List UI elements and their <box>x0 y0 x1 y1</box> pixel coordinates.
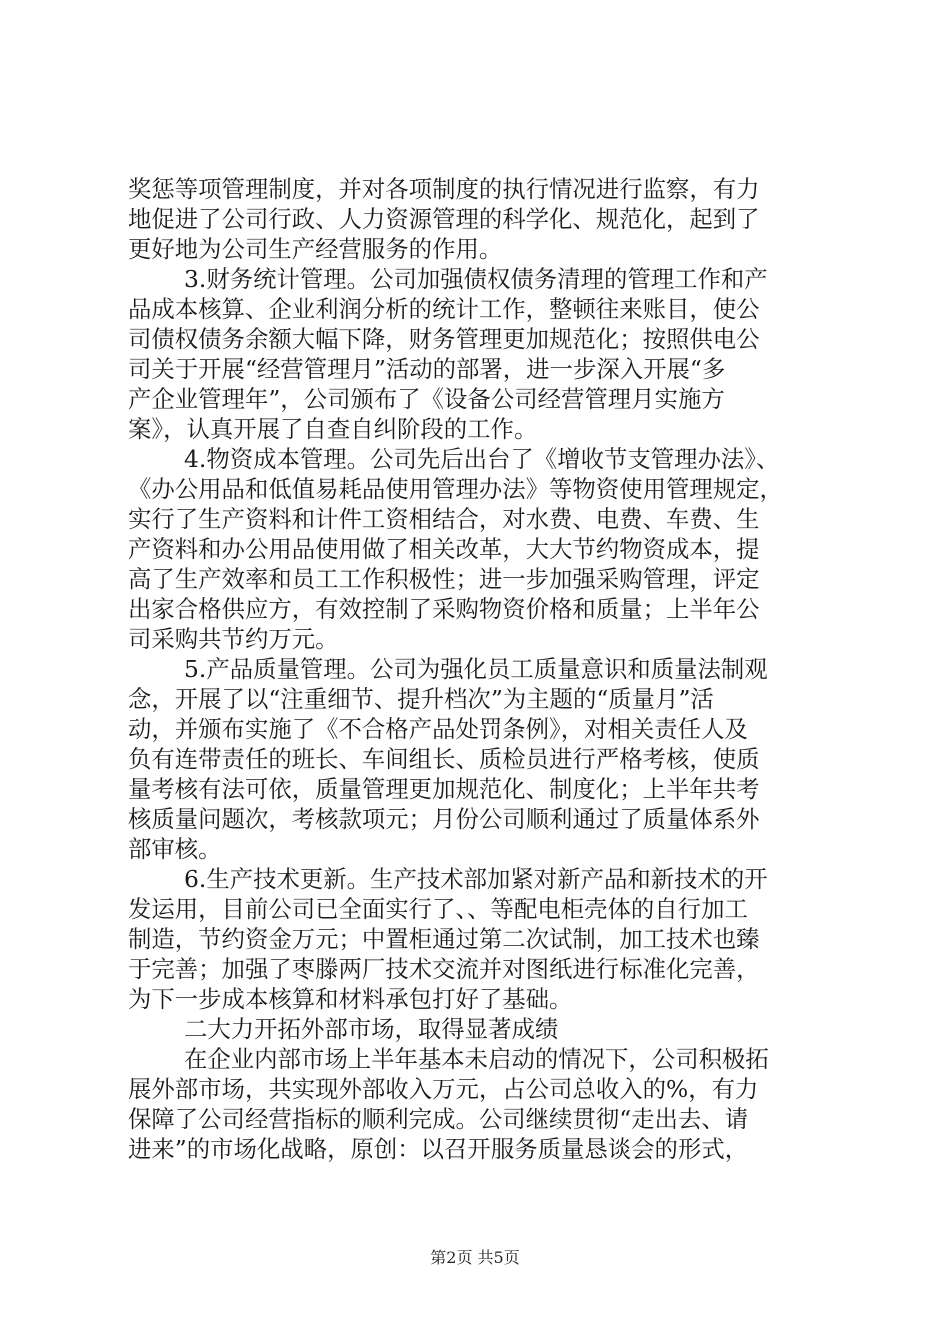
text-line: 制造，节约资金万元；中置柜通过第二次试制，加工技术也臻 <box>128 925 760 953</box>
page-footer: 第2页 共5页 <box>430 1248 520 1267</box>
text-line: 奖惩等项管理制度，并对各项制度的执行情况进行监察，有力 <box>128 175 760 203</box>
text-line: 品成本核算、企业利润分析的统计工作，整顿往来账目，使公 <box>128 295 760 323</box>
text-line: 在企业内部市场上半年基本未启动的情况下，公司积极拓 <box>184 1045 769 1073</box>
text-line: 实行了生产资料和计件工资相结合，对水费、电费、车费、生 <box>128 505 760 533</box>
text-line: 产企业管理年”，公司颁布了《设备公司经营管理月实施方 <box>128 385 725 413</box>
text-line: 4.物资成本管理。公司先后出台了《增收节支管理办法》、 <box>184 445 780 473</box>
text-line: 展外部市场，共实现外部收入万元，占公司总收入的%，有力 <box>128 1075 759 1103</box>
text-line: 念，开展了以“注重细节、提升档次”为主题的“质量月”活 <box>128 685 714 713</box>
text-line: 动，并颁布实施了《不合格产品处罚条例》，对相关责任人及 <box>128 715 748 743</box>
text-line: 量考核有法可依，质量管理更加规范化、制度化；上半年共考 <box>128 775 760 803</box>
text-line: 产资料和办公用品使用做了相关改革，大大节约物资成本，提 <box>128 535 760 563</box>
text-line: 出家合格供应方，有效控制了采购物资价格和质量；上半年公 <box>128 595 760 623</box>
text-line: 司采购共节约万元。 <box>128 625 339 653</box>
text-line: 于完善；加强了枣滕两厂技术交流并对图纸进行标准化完善， <box>128 955 760 983</box>
text-line: 司债权债务余额大幅下降，财务管理更加规范化；按照供电公 <box>128 325 760 353</box>
text-line: 更好地为公司生产经营服务的作用。 <box>128 235 503 263</box>
text-line: 司关于开展“经营管理月”活动的部署，进一步深入开展“多 <box>128 355 726 383</box>
text-line: 5.产品质量管理。公司为强化员工质量意识和质量法制观 <box>184 655 768 683</box>
text-line: 3.财务统计管理。公司加强债权债务清理的管理工作和产 <box>184 265 768 293</box>
text-line: 高了生产效率和员工工作积极性；进一步加强采购管理，评定 <box>128 565 760 593</box>
text-line: 进来”的市场化战略，原创：以召开服务质量恳谈会的形式， <box>128 1135 749 1163</box>
text-line: 二大力开拓外部市场，取得显著成绩 <box>184 1015 559 1043</box>
text-line: 地促进了公司行政、人力资源管理的科学化、规范化，起到了 <box>128 205 760 233</box>
text-line: 《办公用品和低值易耗品使用管理办法》等物资使用管理规定， <box>128 475 783 503</box>
text-line: 发运用，目前公司已全面实行了、、等配电柜壳体的自行加工 <box>128 895 748 923</box>
text-line: 负有连带责任的班长、车间组长、质检员进行严格考核，使质 <box>128 745 760 773</box>
text-line: 保障了公司经营指标的顺利完成。公司继续贯彻“走出去、请 <box>128 1105 749 1133</box>
text-line: 6.生产技术更新。生产技术部加紧对新产品和新技术的开 <box>184 865 768 893</box>
document-body <box>128 174 830 1164</box>
text-line: 为下一步成本核算和材料承包打好了基础。 <box>128 985 573 1013</box>
text-line: 核质量问题次，考核款项元；月份公司顺利通过了质量体系外 <box>128 805 760 833</box>
text-line: 部审核。 <box>128 835 222 863</box>
text-line: 案》，认真开展了自查自纠阶段的工作。 <box>128 415 538 443</box>
